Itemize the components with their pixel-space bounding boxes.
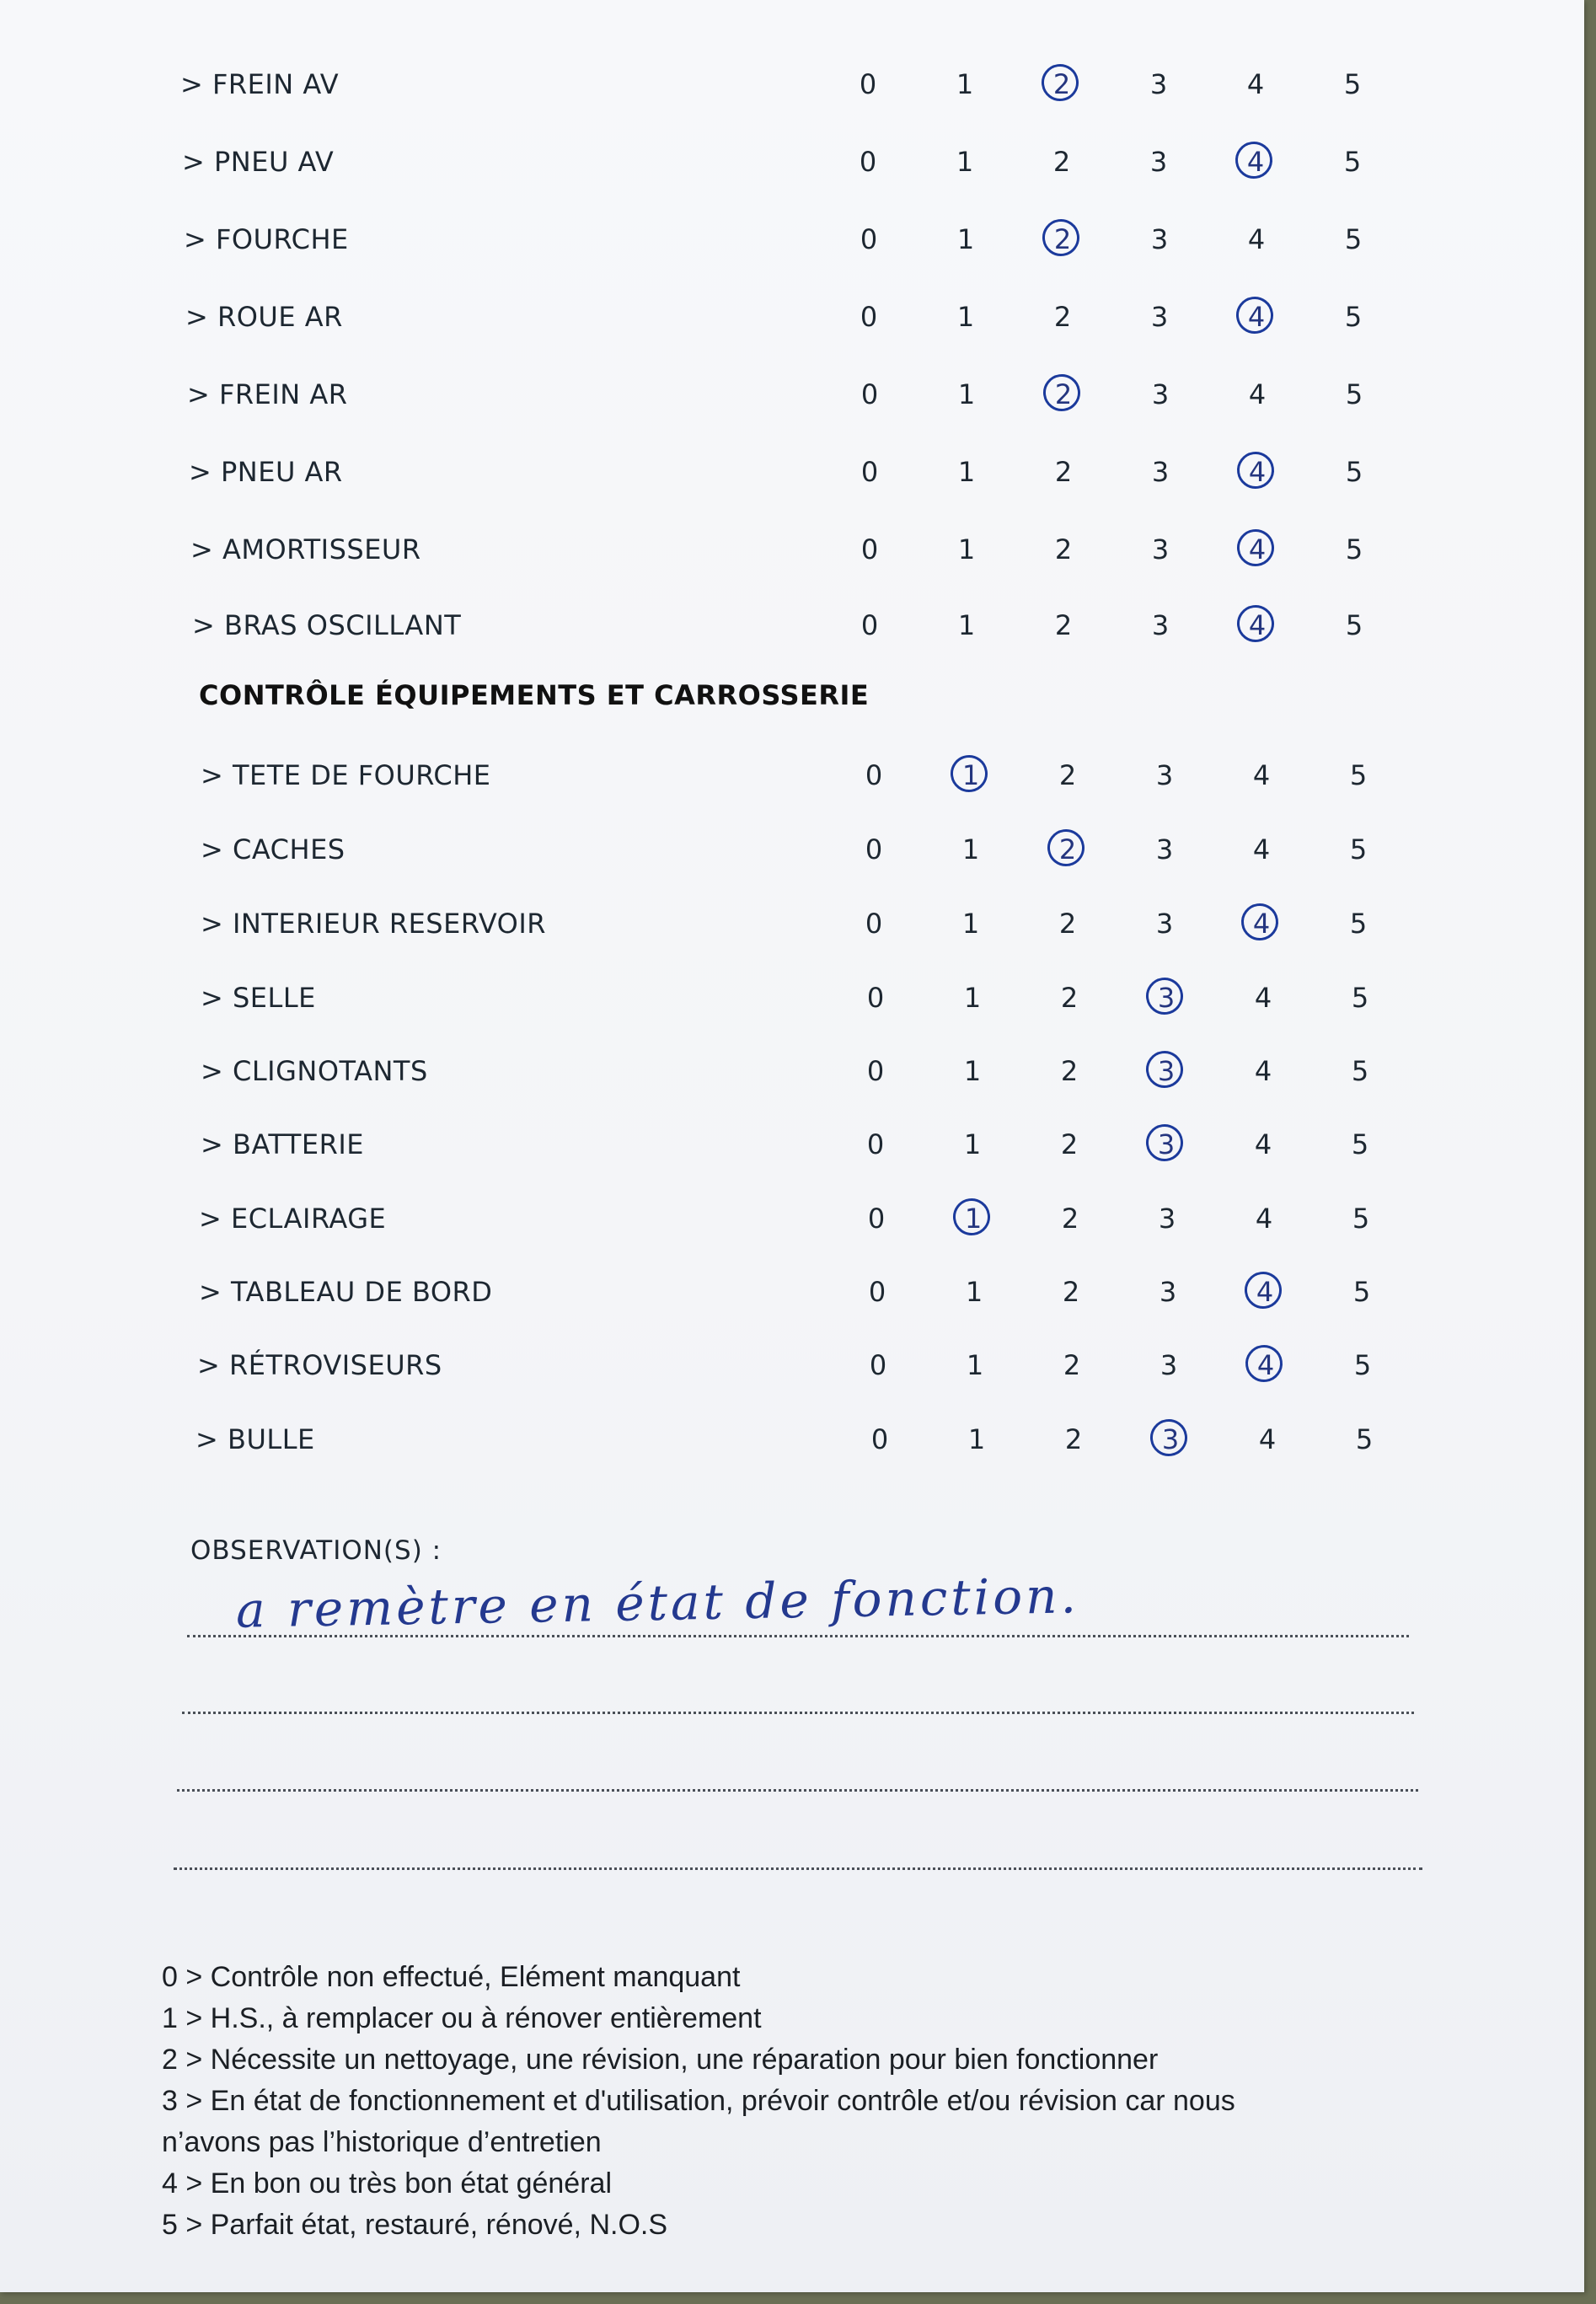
score-4[interactable]: 4	[1231, 292, 1282, 342]
row-label: > ROUE AR	[185, 301, 343, 333]
legend-item: 0 > Contrôle non effectué, Elément manquant	[162, 1961, 741, 1993]
rating-row	[0, 292, 1584, 342]
score-0[interactable]: 0	[869, 1349, 887, 1381]
score-1[interactable]: 1	[957, 533, 976, 565]
legend-item: 2 > Nécessite un nettoyage, une révision, une réparation pour bien fonctionner	[162, 2044, 1159, 2076]
selection-circle-icon	[1039, 62, 1081, 104]
score-5[interactable]: 5	[1352, 1276, 1371, 1308]
score-0[interactable]: 0	[865, 908, 883, 940]
score-4[interactable]: 4	[1236, 898, 1287, 949]
score-1[interactable]: 1	[957, 456, 976, 488]
score-5[interactable]: 5	[1353, 1349, 1372, 1381]
row-label: > FOURCHE	[184, 223, 349, 255]
score-3[interactable]: 3	[1151, 533, 1170, 565]
score-4[interactable]: 4	[1247, 223, 1266, 255]
score-0[interactable]: 0	[859, 146, 877, 178]
score-0[interactable]: 0	[865, 759, 883, 791]
row-label: > PNEU AV	[182, 146, 335, 178]
rating-row	[0, 600, 1584, 651]
score-3[interactable]: 3	[1149, 146, 1168, 178]
selection-circle-icon	[1242, 1269, 1284, 1311]
score-2[interactable]: 2	[1058, 759, 1077, 791]
score-0[interactable]: 0	[866, 1055, 885, 1087]
score-0[interactable]: 0	[860, 609, 879, 641]
score-3[interactable]: 3	[1141, 1046, 1192, 1096]
score-0[interactable]: 0	[859, 68, 877, 100]
score-2[interactable]: 2	[1062, 1276, 1080, 1308]
score-5[interactable]: 5	[1351, 1128, 1369, 1160]
rating-row	[0, 824, 1584, 875]
score-5[interactable]: 5	[1355, 1423, 1374, 1455]
selection-circle-icon	[1143, 1048, 1186, 1090]
score-3[interactable]: 3	[1141, 1119, 1192, 1170]
score-1[interactable]: 1	[945, 750, 996, 801]
score-5[interactable]: 5	[1349, 908, 1368, 940]
score-2[interactable]: 2	[1052, 146, 1071, 178]
score-1[interactable]: 1	[957, 378, 976, 410]
score-1[interactable]: 1	[956, 301, 975, 333]
score-4[interactable]: 4	[1240, 1267, 1290, 1317]
score-1[interactable]: 1	[956, 68, 974, 100]
score-3[interactable]: 3	[1151, 456, 1170, 488]
row-label: > FREIN AR	[187, 378, 348, 410]
selection-circle-icon	[1234, 449, 1277, 491]
score-1[interactable]: 1	[948, 1193, 999, 1244]
score-2[interactable]: 2	[1054, 456, 1073, 488]
rating-row	[0, 898, 1584, 949]
legend-item: n’avons pas l’historique d’entretien	[162, 2126, 602, 2158]
score-1[interactable]: 1	[963, 1128, 982, 1160]
score-0[interactable]: 0	[866, 982, 885, 1014]
selection-circle-icon	[1143, 975, 1186, 1017]
score-2[interactable]: 2	[1063, 1349, 1081, 1381]
legend-item: 3 > En état de fonctionnement et d'utilisation, prévoir contrôle et/ou révision car nous	[162, 2085, 1235, 2117]
score-0[interactable]: 0	[860, 223, 878, 255]
score-2[interactable]: 2	[1054, 609, 1073, 641]
score-3[interactable]: 3	[1159, 1276, 1177, 1308]
rating-row	[0, 1046, 1584, 1096]
score-1[interactable]: 1	[963, 982, 982, 1014]
score-2[interactable]: 2	[1060, 1055, 1079, 1087]
selection-circle-icon	[951, 1196, 993, 1238]
selection-circle-icon	[1239, 901, 1281, 943]
row-label: > SELLE	[201, 982, 316, 1014]
observation-line-4	[174, 1867, 1422, 1870]
score-4[interactable]: 4	[1240, 1340, 1291, 1390]
observations-label: OBSERVATION(S) :	[190, 1535, 442, 1566]
row-label: > BRAS OSCILLANT	[192, 609, 462, 641]
score-0[interactable]: 0	[860, 533, 879, 565]
score-3[interactable]: 3	[1150, 223, 1169, 255]
score-4[interactable]: 4	[1232, 524, 1283, 575]
row-label: > RÉTROVISEURS	[197, 1349, 442, 1381]
selection-circle-icon	[1041, 372, 1083, 414]
score-4[interactable]: 4	[1252, 833, 1271, 865]
score-1[interactable]: 1	[956, 146, 974, 178]
observation-handwriting: a remètre en état de fonction.	[235, 1567, 1080, 1639]
rating-row	[0, 59, 1584, 110]
score-3[interactable]: 3	[1149, 68, 1168, 100]
score-4[interactable]: 4	[1252, 759, 1271, 791]
score-4[interactable]: 4	[1254, 1055, 1272, 1087]
score-1[interactable]: 1	[967, 1423, 986, 1455]
score-5[interactable]: 5	[1349, 759, 1368, 791]
score-5[interactable]: 5	[1345, 456, 1363, 488]
score-2[interactable]: 2	[1037, 214, 1088, 265]
score-2[interactable]: 2	[1060, 1128, 1079, 1160]
row-label: > BULLE	[195, 1423, 315, 1455]
legend-item: 5 > Parfait état, restauré, rénové, N.O.S	[162, 2209, 668, 2241]
score-5[interactable]: 5	[1345, 378, 1363, 410]
score-5[interactable]: 5	[1344, 301, 1363, 333]
legend	[162, 1957, 1476, 2246]
selection-circle-icon	[1234, 527, 1277, 569]
observation-line-2	[182, 1712, 1414, 1714]
score-0[interactable]: 0	[870, 1423, 889, 1455]
rating-row	[0, 369, 1584, 420]
score-3[interactable]: 3	[1155, 759, 1174, 791]
score-2[interactable]: 2	[1054, 533, 1073, 565]
score-4[interactable]: 4	[1255, 1203, 1273, 1235]
selection-circle-icon	[1143, 1122, 1186, 1164]
row-label: > ECLAIRAGE	[199, 1203, 387, 1235]
score-2[interactable]: 2	[1064, 1423, 1083, 1455]
score-2[interactable]: 2	[1038, 369, 1089, 420]
score-2[interactable]: 2	[1060, 982, 1079, 1014]
selection-circle-icon	[1234, 603, 1277, 645]
score-5[interactable]: 5	[1344, 223, 1363, 255]
score-0[interactable]: 0	[860, 301, 878, 333]
legend-item: 4 > En bon ou très bon état général	[162, 2167, 613, 2200]
score-3[interactable]: 3	[1150, 301, 1169, 333]
score-2[interactable]: 2	[1058, 908, 1077, 940]
score-4[interactable]: 4	[1254, 982, 1272, 1014]
score-1[interactable]: 1	[956, 223, 975, 255]
row-label: > CLIGNOTANTS	[201, 1055, 428, 1087]
rating-row	[0, 1340, 1584, 1390]
score-4[interactable]: 4	[1230, 137, 1281, 187]
score-1[interactable]: 1	[961, 833, 980, 865]
row-label: > TETE DE FOURCHE	[201, 759, 491, 791]
score-3[interactable]: 3	[1158, 1203, 1176, 1235]
score-5[interactable]: 5	[1345, 609, 1363, 641]
selection-circle-icon	[1243, 1342, 1285, 1385]
score-4[interactable]: 4	[1246, 68, 1265, 100]
score-2[interactable]: 2	[1036, 59, 1087, 110]
score-5[interactable]: 5	[1352, 1203, 1370, 1235]
score-2[interactable]: 2	[1042, 824, 1093, 875]
score-1[interactable]: 1	[966, 1349, 984, 1381]
rating-row	[0, 137, 1584, 187]
score-0[interactable]: 0	[860, 456, 879, 488]
row-label: > PNEU AR	[189, 456, 343, 488]
rating-row	[0, 973, 1584, 1023]
score-0[interactable]: 0	[866, 1128, 885, 1160]
row-label: > AMORTISSEUR	[190, 533, 421, 565]
score-3[interactable]: 3	[1155, 908, 1174, 940]
score-2[interactable]: 2	[1061, 1203, 1079, 1235]
row-label: > CACHES	[201, 833, 345, 865]
score-1[interactable]: 1	[963, 1055, 982, 1087]
score-5[interactable]: 5	[1351, 982, 1369, 1014]
score-3[interactable]: 3	[1145, 1414, 1196, 1465]
row-label: > BATTERIE	[201, 1128, 364, 1160]
rating-row	[0, 1267, 1584, 1317]
selection-circle-icon	[1233, 139, 1275, 181]
score-1[interactable]: 1	[957, 609, 976, 641]
row-label: > FREIN AV	[180, 68, 340, 100]
score-0[interactable]: 0	[867, 1203, 886, 1235]
score-1[interactable]: 1	[961, 908, 980, 940]
section-title: CONTRÔLE ÉQUIPEMENTS ET CARROSSERIE	[199, 679, 870, 711]
legend-item: 1 > H.S., à remplacer ou à rénover entièrement	[162, 2002, 762, 2034]
score-3[interactable]: 3	[1151, 609, 1170, 641]
observation-line-3	[177, 1789, 1418, 1792]
score-3[interactable]: 3	[1160, 1349, 1178, 1381]
score-4[interactable]: 4	[1248, 378, 1267, 410]
score-5[interactable]: 5	[1343, 68, 1362, 100]
score-0[interactable]: 0	[865, 833, 883, 865]
row-label: > TABLEAU DE BORD	[199, 1276, 493, 1308]
score-5[interactable]: 5	[1343, 146, 1362, 178]
score-0[interactable]: 0	[868, 1276, 886, 1308]
score-5[interactable]: 5	[1349, 833, 1368, 865]
rating-row	[0, 750, 1584, 801]
rating-row	[0, 447, 1584, 497]
score-3[interactable]: 3	[1151, 378, 1170, 410]
rating-row	[0, 1414, 1584, 1465]
score-4[interactable]: 4	[1232, 447, 1283, 497]
selection-circle-icon	[1148, 1417, 1190, 1459]
score-4[interactable]: 4	[1232, 600, 1283, 651]
rating-row	[0, 524, 1584, 575]
selection-circle-icon	[1045, 827, 1087, 869]
score-5[interactable]: 5	[1351, 1055, 1369, 1087]
selection-circle-icon	[948, 753, 990, 795]
score-0[interactable]: 0	[860, 378, 879, 410]
rating-row	[0, 214, 1584, 265]
score-4[interactable]: 4	[1254, 1128, 1272, 1160]
score-3[interactable]: 3	[1141, 973, 1192, 1023]
selection-circle-icon	[1234, 294, 1276, 336]
score-2[interactable]: 2	[1053, 301, 1072, 333]
row-label: > INTERIEUR RESERVOIR	[201, 908, 546, 940]
score-1[interactable]: 1	[965, 1276, 983, 1308]
score-5[interactable]: 5	[1345, 533, 1363, 565]
selection-circle-icon	[1040, 217, 1082, 259]
score-4[interactable]: 4	[1258, 1423, 1277, 1455]
score-3[interactable]: 3	[1155, 833, 1174, 865]
rating-row	[0, 1119, 1584, 1170]
rating-row	[0, 1193, 1584, 1244]
